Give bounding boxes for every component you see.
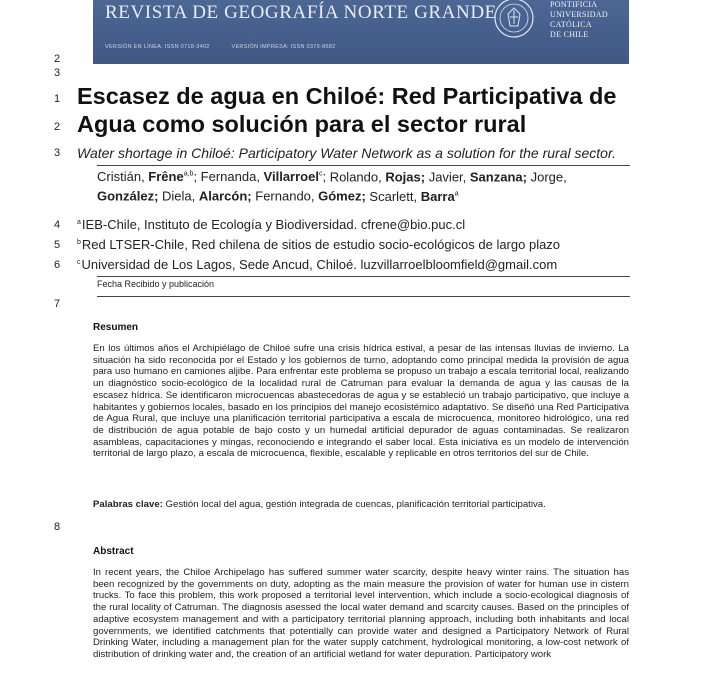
affiliation: $^a$IEB-Chile, Instituto de Ecología y Biodiversidad. cfrene@bio.puc.cl — [77, 217, 466, 232]
date-received: Fecha Recibido y publicación — [97, 279, 215, 289]
line-number: 2 — [53, 121, 61, 133]
abstract-heading: Abstract — [93, 546, 134, 557]
journal-title: REVISTA DE GEOGRAFÍA NORTE GRANDE — [105, 2, 497, 23]
line-number: 3 — [53, 147, 61, 159]
author: Javier, Sanzana; — [428, 169, 527, 185]
line-number: 8 — [53, 521, 61, 533]
issn-print: VERSIÓN IMPRESA: ISSN 0379-8682 — [231, 44, 336, 50]
journal-banner — [93, 0, 629, 64]
line-number: 3 — [53, 67, 61, 79]
author: Fernando, Gómez; — [255, 188, 366, 204]
resumen-text: En los últimos años el Archipiélago de Chiloé sufre una crisis hídrica estival, a pesar de las intensas lluvias de invierno. La situación ha sido reconocida por el Estado y los gobiernos de turno, adoptando como principal medida la provisión de agua para uso humano en camiones aljibe. Para enfrentar este problema se propuso un trabajo a escala territorial local, realizando un diagnóstico socio-ecológico de la localidad rural de Catruman para evaluar la demanda de agua y las causas de la escasez hídrica. Se identificaron microcuencas abastecedoras de agua y se estableció un trabajo participativo, que incluye a habitantes y gobiernos locales, basado en los principios del manejo ecosistémico adaptativo. Se diseñó una Red Participativa de Agua Rural, que incluye una planificación territorial participativa a escala de microcuenca, monitoreo hidrológico, una red de distribución de agua potable de bajo costo y un humedal artificial depurador de aguas contaminadas. Se realizaron asambleas, capacitaciones y mingas, reconociendo e integrando el saber local. Esta iniciativa es un modelo de intervención territorial de largo plazo, a escala de microcuenca, flexible, escalable y replicable en otros territorios del sur de Chile. — [93, 343, 629, 460]
divider — [97, 296, 630, 297]
author: Cristián, Frêne$^{a,b}$; — [97, 169, 201, 185]
author-list — [97, 166, 617, 205]
author: Jorge, González; — [97, 169, 567, 204]
paper-title: Escasez de agua en Chiloé: Red Participativa de Agua como solución para el sector rural — [77, 83, 617, 137]
line-number: 1 — [53, 93, 61, 105]
affiliation: $^b$Red LTSER-Chile, Red chilena de sitios de estudio socio-ecológicos de largo plazo — [77, 237, 561, 252]
university-name: PONTIFICIA UNIVERSIDAD CATÓLICA DE CHILE — [550, 0, 608, 39]
university-seal-icon — [492, 0, 536, 42]
affiliation: $^c$Universidad de Los Lagos, Sede Ancud, Chiloé. luzvillarroelbloomfield@gmail.com — [77, 257, 558, 272]
line-number: 5 — [53, 239, 61, 251]
resumen-heading: Resumen — [93, 322, 139, 333]
author: Rolando, Rojas; — [329, 169, 426, 185]
line-number: 7 — [53, 298, 61, 310]
author: Diela, Alarcón; — [162, 188, 252, 204]
divider — [97, 276, 630, 277]
issn-line — [105, 44, 356, 50]
author: Fernanda, Villarroel$^c$; — [200, 169, 330, 185]
line-number: 2 — [53, 53, 61, 65]
line-number: 6 — [53, 259, 61, 271]
author: Scarlett, Barra$^a$ — [369, 188, 459, 204]
line-number: 4 — [53, 219, 61, 231]
paper-subtitle: Water shortage in Chiloé: Participatory Water Network as a solution for the rural sector. — [77, 145, 616, 161]
issn-online: VERSIÓN EN LÍNEA: ISSN 0718-3402 — [105, 44, 210, 50]
abstract-text: In recent years, the Chiloe Archipelago has suffered summer water scarcity, despite heavy winter rains. The situation has been recognized by the governments on duty, adopting as the main measure the provision of water for human use in cistern trucks. To face this problem, this work proposed a territorial level intervention, which include a socio-ecological diagnosis of the rural locality of Catruman. The diagnosis asessed the local water demand and scarcity causes. Based on the principles of adaptive ecosystem management and with a participatory territorial planning approach, including both inhabitants and local governments, we identified catchments that potentially can provide water and designed a Participatory Network of Rural Drinking Water, including a management plan for the water supply catchment, hydrological monitoring, a low-cost network of distribution of drinking water and, the creation of an artificial wetland for water depuration. Participatory work — [93, 567, 629, 660]
keywords: Palabras clave: Gestión local del agua, gestión integrada de cuencas, planificación territorial participativa. — [93, 499, 546, 510]
